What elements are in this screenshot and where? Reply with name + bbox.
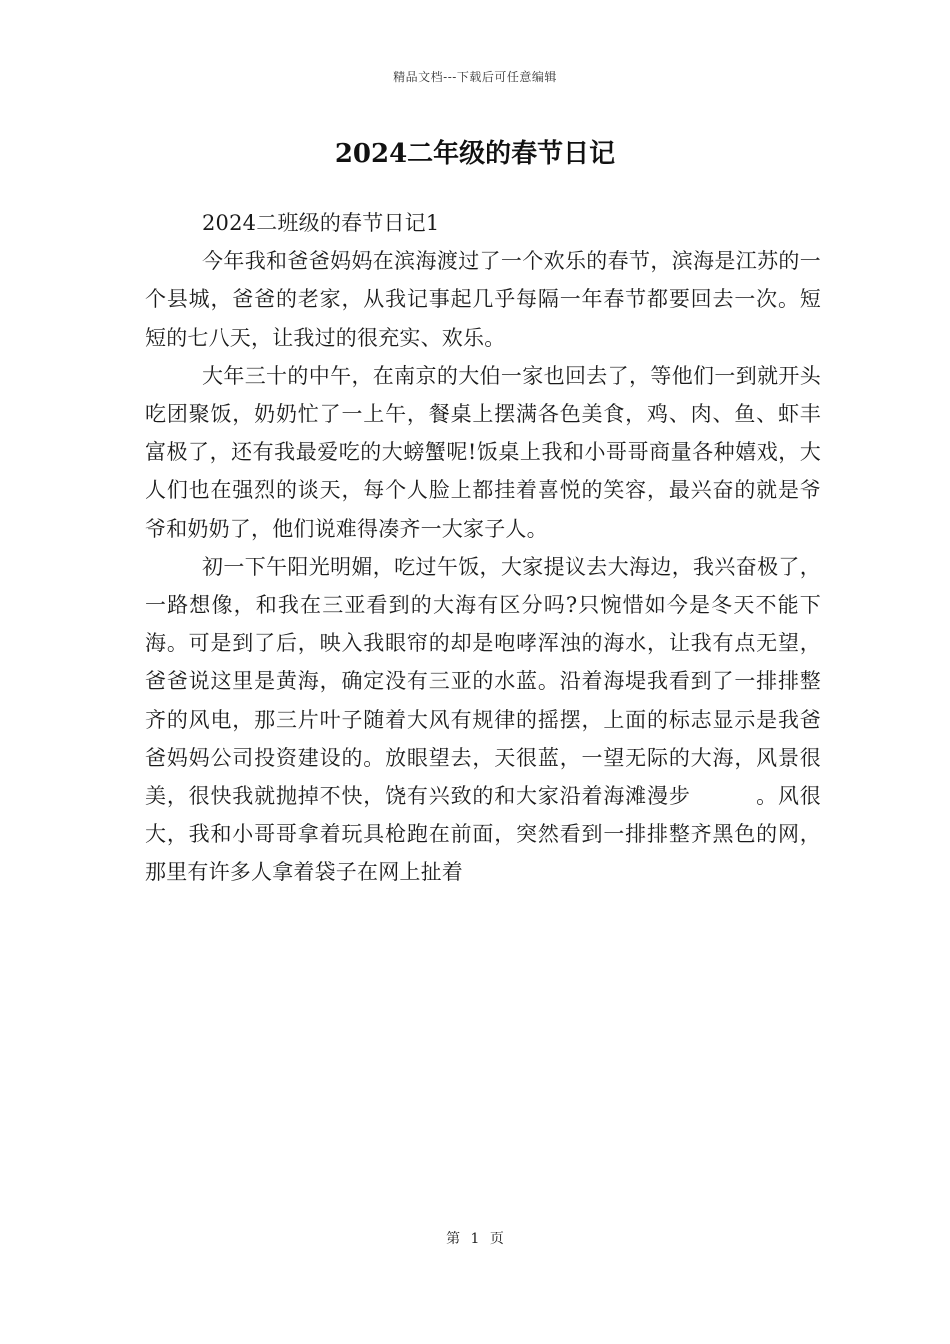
page-suffix: 页 <box>489 1231 504 1247</box>
page-number: 1 <box>470 1231 480 1247</box>
page-prefix: 第 <box>446 1231 461 1247</box>
paragraph-1: 今年我和爸爸妈妈在滨海渡过了一个欢乐的春节，滨海是江苏的一个县城，爸爸的老家，从我记事起几乎每隔一年春节都要回去一次。短短的七八天，让我过的很充实、欢乐。 <box>145 249 821 350</box>
page-footer <box>0 1228 950 1248</box>
document-subtitle: 2024二班级的春节日记1 <box>202 211 440 235</box>
document-title: 2024二年级的春节日记 <box>334 139 616 169</box>
document-body <box>145 204 821 892</box>
header-note: 精品文档---下载后可任意编辑 <box>393 70 557 84</box>
paragraph-2: 大年三十的中午，在南京的大伯一家也回去了，等他们一到就开头吃团聚饭，奶奶忙了一上午，餐桌上摆满各色美食，鸡、肉、鱼、虾丰富极了，还有我最爱吃的大螃蟹呢!饭桌上我和小哥哥商量各种嬉戏，大人们也在强烈的谈天，每个人脸上都挂着喜悦的笑容，最兴奋的就是爷爷和奶奶了，他们说难得凑齐一大家子人。 <box>145 363 821 541</box>
paragraph-3: 初一下午阳光明媚，吃过午饭，大家提议去大海边，我兴奋极了，一路想像，和我在三亚看到的大海有区分吗?只惋惜如今是冬天不能下海。可是到了后，映入我眼帘的却是咆哮浑浊的海水，让我有点无望，爸爸说这里是黄海，确定没有三亚的水蓝。沿着海堤我看到了一排排整齐的风电，那三片叶子随着大风有规律的摇摆，上面的标志显示是我爸爸妈妈公司投资建设的。放眼望去，天很蓝，一望无际的大海，风景很美，很快我就抛掉不快，饶有兴致的和大家沿着海滩漫步 。风很大，我和小哥哥拿着玩具枪跑在前面，突然看到一排排整齐黑色的网，那里有许多人拿着袋子在网上扯着 <box>145 554 821 885</box>
